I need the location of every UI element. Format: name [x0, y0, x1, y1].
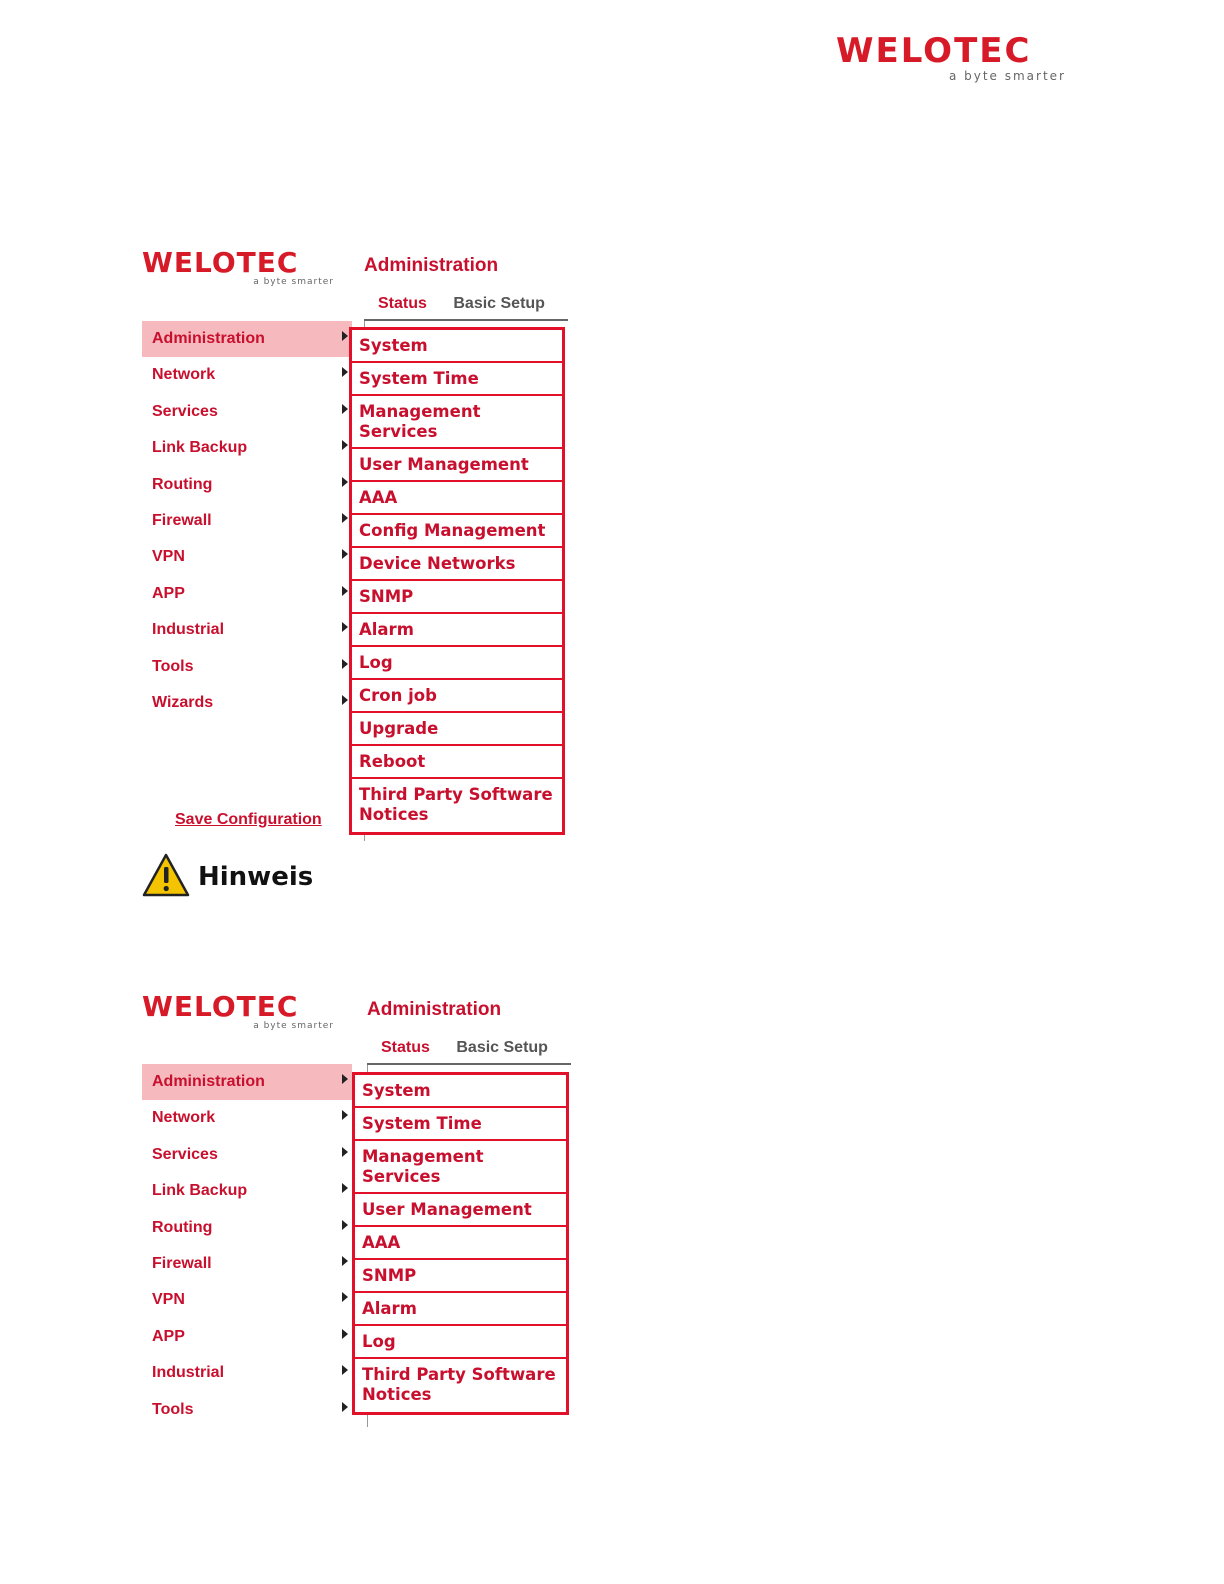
brand-wordmark: WELOTEC — [142, 990, 299, 1023]
submenu-item-log[interactable]: Log — [355, 1326, 566, 1359]
submenu-item-log[interactable]: Log — [352, 647, 562, 680]
save-configuration-link[interactable]: Save Configuration — [175, 811, 322, 828]
sidebar-menu — [142, 321, 352, 721]
chevron-right-icon — [342, 513, 348, 523]
brand-wordmark: WELOTEC — [142, 246, 299, 279]
chevron-right-icon — [342, 1183, 348, 1193]
sidebar-item-label: Tools — [152, 1400, 194, 1418]
submenu-item-aaa[interactable]: AAA — [352, 482, 562, 515]
submenu-item-upgrade[interactable]: Upgrade — [352, 713, 562, 746]
chevron-right-icon — [342, 1365, 348, 1375]
sidebar-item-tools[interactable] — [142, 649, 352, 685]
tab-status[interactable]: Status — [378, 295, 427, 312]
sidebar-item-vpn[interactable] — [142, 539, 352, 575]
submenu-item-reboot[interactable]: Reboot — [352, 746, 562, 779]
sidebar-item-label: Network — [152, 1109, 216, 1127]
submenu-item-snmp[interactable]: SNMP — [355, 1260, 566, 1293]
sidebar-item-industrial[interactable] — [142, 1355, 352, 1391]
submenu-item-system[interactable]: System — [352, 330, 562, 363]
sidebar-item-label: Tools — [152, 657, 194, 675]
sidebar-item-routing[interactable] — [142, 467, 352, 503]
sidebar-item-tools[interactable] — [142, 1392, 352, 1428]
submenu-item-management-services[interactable]: Management Services — [355, 1141, 566, 1194]
sidebar-item-label: Routing — [152, 1218, 213, 1236]
chevron-right-icon — [342, 622, 348, 632]
tab-underline — [364, 319, 568, 321]
brand-tagline: a byte smarter — [253, 1021, 334, 1031]
submenu-item-management-services[interactable]: Management Services — [352, 396, 562, 449]
admin-menu-screenshot-2 — [142, 990, 582, 1429]
submenu-item-aaa[interactable]: AAA — [355, 1227, 566, 1260]
sidebar-item-administration[interactable] — [142, 321, 352, 357]
sidebar-item-label: Administration — [152, 1073, 265, 1090]
submenu-item-system-time[interactable]: System Time — [352, 363, 562, 396]
sidebar-item-services[interactable] — [142, 394, 352, 430]
sidebar-item-label: Link Backup — [152, 1182, 248, 1200]
sidebar-item-label: Network — [152, 366, 216, 384]
submenu-item-system[interactable]: System — [355, 1075, 566, 1108]
tab-basic-setup[interactable]: Basic Setup — [456, 1039, 548, 1056]
page-title: Administration — [364, 255, 499, 276]
chevron-right-icon — [342, 1292, 348, 1302]
submenu-item-cron-job[interactable]: Cron job — [352, 680, 562, 713]
chevron-right-icon — [342, 1074, 348, 1084]
sidebar-item-link-backup[interactable] — [142, 1173, 352, 1209]
tab-basic-setup[interactable]: Basic Setup — [453, 295, 545, 312]
tab-bar — [378, 295, 567, 313]
sidebar-item-network[interactable] — [142, 1100, 352, 1136]
chevron-right-icon — [342, 367, 348, 377]
chevron-right-icon — [342, 659, 348, 669]
sidebar-item-label: Firewall — [152, 1254, 212, 1272]
sidebar-item-label: Industrial — [152, 621, 225, 639]
sidebar-item-label: Routing — [152, 475, 213, 493]
sidebar-item-wizards[interactable] — [142, 685, 352, 721]
submenu-item-system-time[interactable]: System Time — [355, 1108, 566, 1141]
submenu-item-alarm[interactable]: Alarm — [355, 1293, 566, 1326]
sidebar-item-label: Link Backup — [152, 439, 248, 457]
brand-wordmark: WELOTEC — [836, 31, 1032, 71]
chevron-right-icon — [342, 331, 348, 341]
sidebar-item-label: Firewall — [152, 511, 212, 529]
chevron-right-icon — [342, 695, 348, 705]
sidebar-item-label: Wizards — [152, 693, 214, 711]
sidebar-item-firewall[interactable] — [142, 1246, 352, 1282]
chevron-right-icon — [342, 440, 348, 450]
chevron-right-icon — [342, 1147, 348, 1157]
tab-status[interactable]: Status — [381, 1039, 430, 1056]
sidebar-item-label: Administration — [152, 330, 265, 347]
sidebar-item-network[interactable] — [142, 357, 352, 393]
tab-bar — [381, 1039, 570, 1057]
sidebar-item-industrial[interactable] — [142, 612, 352, 648]
warning-icon — [142, 852, 190, 898]
sidebar-item-label: VPN — [152, 548, 185, 566]
admin-menu-screenshot-1 — [142, 246, 582, 841]
page-title: Administration — [367, 999, 502, 1020]
sidebar-item-vpn[interactable] — [142, 1282, 352, 1318]
chevron-right-icon — [342, 477, 348, 487]
sidebar-item-label: Services — [152, 1145, 218, 1163]
sidebar-item-app[interactable] — [142, 576, 352, 612]
sidebar-item-link-backup[interactable] — [142, 430, 352, 466]
submenu-item-third-party-notices[interactable]: Third Party Software Notices — [359, 785, 553, 824]
sidebar-item-label: Industrial — [152, 1364, 225, 1382]
tab-underline — [367, 1063, 571, 1065]
sidebar-item-app[interactable] — [142, 1319, 352, 1355]
sidebar-item-services[interactable] — [142, 1137, 352, 1173]
sidebar-item-routing[interactable] — [142, 1210, 352, 1246]
chevron-right-icon — [342, 1329, 348, 1339]
screenshot-logo — [142, 246, 338, 287]
submenu-item-user-management[interactable]: User Management — [355, 1194, 566, 1227]
submenu-item-third-party-notices[interactable]: Third Party Software Notices — [362, 1365, 556, 1404]
sidebar-item-label: VPN — [152, 1291, 185, 1309]
chevron-right-icon — [342, 586, 348, 596]
administration-submenu — [352, 1072, 569, 1415]
submenu-item-device-networks[interactable]: Device Networks — [352, 548, 562, 581]
chevron-right-icon — [342, 1110, 348, 1120]
sidebar-menu — [142, 1064, 352, 1428]
submenu-item-config-management[interactable]: Config Management — [352, 515, 562, 548]
screenshot-logo — [142, 990, 338, 1031]
administration-submenu — [349, 327, 565, 835]
submenu-item-snmp[interactable]: SNMP — [352, 581, 562, 614]
brand-tagline: a byte smarter — [253, 277, 334, 287]
sidebar-item-firewall[interactable] — [142, 503, 352, 539]
sidebar-item-label: Services — [152, 402, 218, 420]
brand-tagline: a byte smarter — [948, 69, 1066, 83]
submenu-item-alarm[interactable]: Alarm — [352, 614, 562, 647]
chevron-right-icon — [342, 549, 348, 559]
header-logo — [836, 31, 1072, 83]
chevron-right-icon — [342, 1256, 348, 1266]
chevron-right-icon — [342, 1402, 348, 1412]
note-label: Hinweis — [198, 862, 314, 892]
sidebar-item-label: APP — [152, 584, 185, 602]
submenu-item-user-management[interactable]: User Management — [352, 449, 562, 482]
chevron-right-icon — [342, 1220, 348, 1230]
sidebar-item-label: APP — [152, 1327, 185, 1345]
sidebar-item-administration[interactable] — [142, 1064, 352, 1100]
chevron-right-icon — [342, 404, 348, 414]
